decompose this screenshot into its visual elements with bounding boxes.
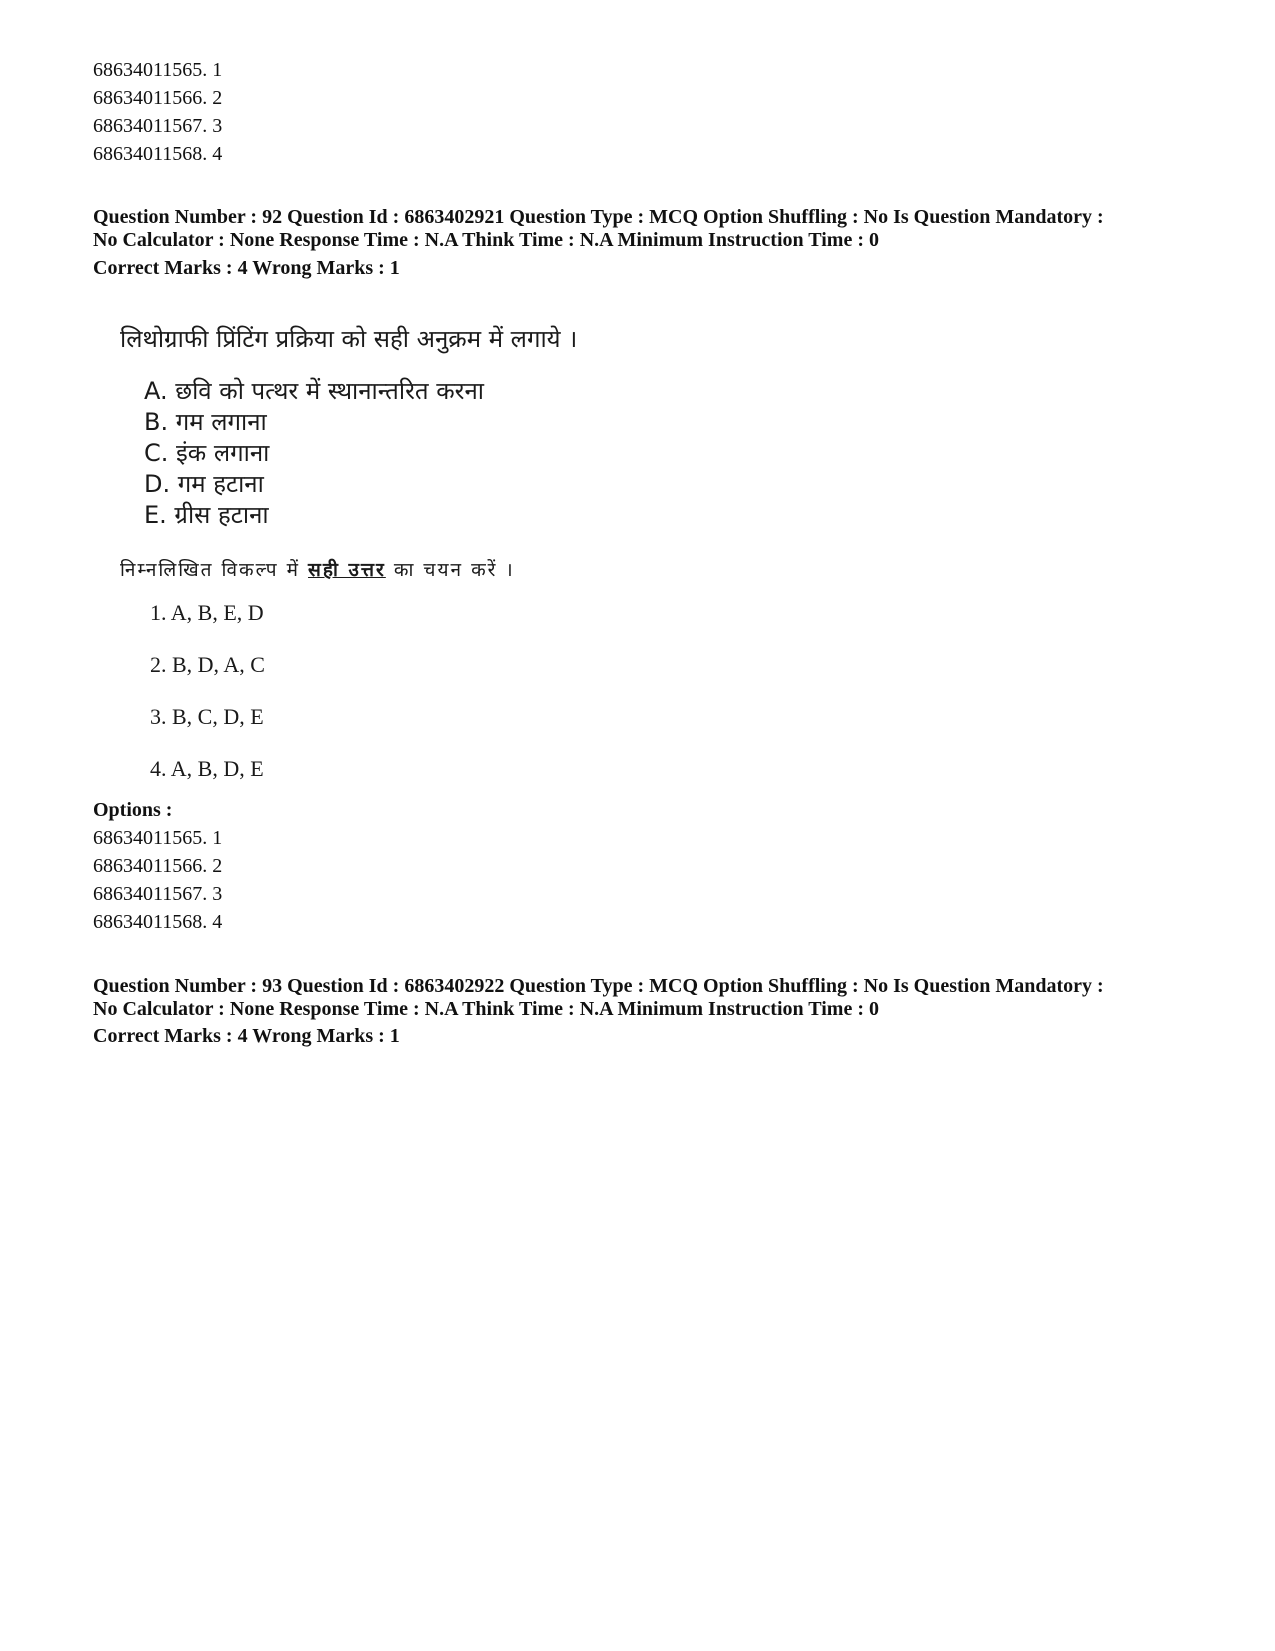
answer-choice: 1. A, B, E, D xyxy=(150,600,264,625)
option-line: 68634011566. 2 xyxy=(93,855,223,877)
answer-choice: 2. B, D, A, C xyxy=(150,652,265,677)
statement-item: C. इंक लगाना xyxy=(144,439,270,467)
statement-item: D. गम हटाना xyxy=(144,470,264,498)
answer-choice: 3. B, C, D, E xyxy=(150,704,264,729)
statement-item: E. ग्रीस हटाना xyxy=(144,501,269,529)
question-instruction xyxy=(120,556,515,582)
instruction-text: निम्नलिखित विकल्प में xyxy=(120,559,300,581)
instruction-text: का चयन करें । xyxy=(393,559,515,581)
question-marks: Correct Marks : 4 Wrong Marks : 1 xyxy=(93,1025,400,1047)
question-body xyxy=(112,312,632,802)
option-line: 68634011568. 4 xyxy=(93,911,223,933)
answer-choice: 4. A, B, D, E xyxy=(150,756,264,781)
statement-item: B. गम लगाना xyxy=(144,408,267,436)
question-header: Question Number : 93 Question Id : 6863402922 Question Type : MCQ Option Shuffling : No Is Question Mandatory : xyxy=(93,975,1104,997)
option-line: 68634011567. 3 xyxy=(93,883,223,905)
question-stem: लिथोग्राफी प्रिंटिंग प्रक्रिया को सही अनुक्रम में लगाये । xyxy=(120,325,578,353)
option-line: 68634011568. 4 xyxy=(93,143,223,165)
option-line: 68634011565. 1 xyxy=(93,827,223,849)
question-header: No Calculator : None Response Time : N.A Think Time : N.A Minimum Instruction Time : 0 xyxy=(93,229,879,251)
options-label: Options : xyxy=(93,799,173,821)
option-line: 68634011565. 1 xyxy=(93,59,223,81)
option-line: 68634011567. 3 xyxy=(93,115,223,137)
statement-item: A. छवि को पत्थर में स्थानान्तरित करना xyxy=(144,377,484,405)
question-header: Question Number : 92 Question Id : 6863402921 Question Type : MCQ Option Shuffling : No Is Question Mandatory : xyxy=(93,206,1104,228)
instruction-emphasis: सही उत्तर xyxy=(308,559,386,581)
option-line: 68634011566. 2 xyxy=(93,87,223,109)
question-header: No Calculator : None Response Time : N.A Think Time : N.A Minimum Instruction Time : 0 xyxy=(93,998,879,1020)
question-marks: Correct Marks : 4 Wrong Marks : 1 xyxy=(93,257,400,279)
